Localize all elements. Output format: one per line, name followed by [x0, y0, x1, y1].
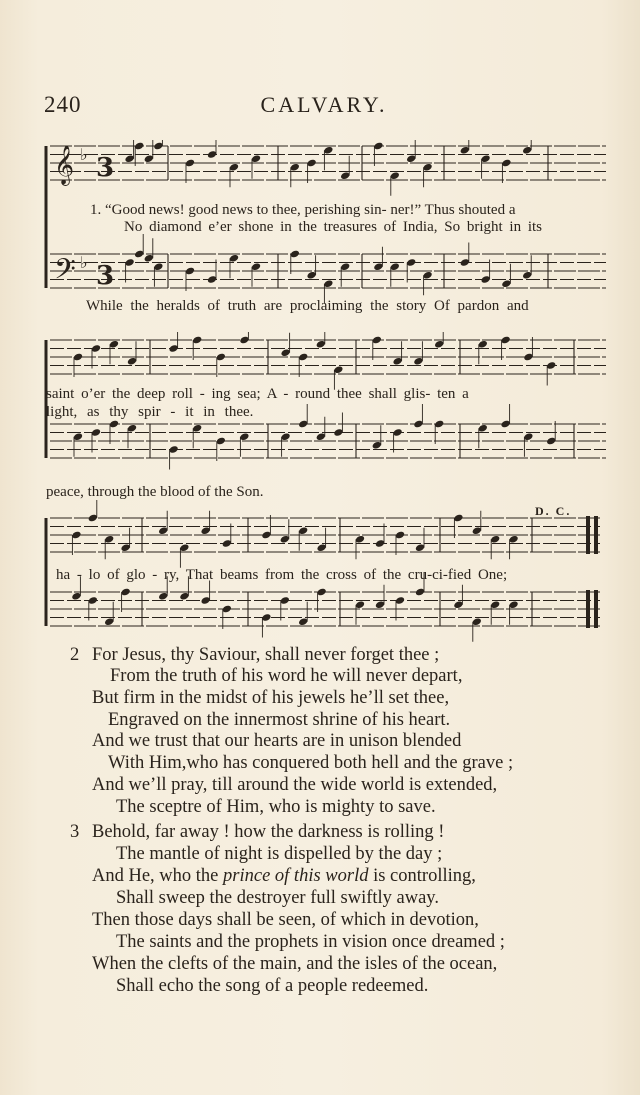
verse-line: Shall echo the song of a people redeemed. [116, 976, 429, 996]
verse-line: When the clefts of the main, and the isles of the ocean, [92, 954, 498, 974]
key-flat-icon: ♭ [80, 145, 88, 164]
final-bar-line [594, 590, 598, 628]
lyric-line: 1. “Good news! good news to thee, perishing sin- ner!” Thus shouted a [90, 202, 516, 218]
verse-line: Then those days shall be seen, of which in devotion, [92, 910, 479, 930]
staff [50, 140, 606, 196]
lyric-line: saint o’er the deep roll - ing sea; A - round thee shall glis- ten a [46, 386, 469, 402]
verse-line: Shall sweep the destroyer full swiftly away. [116, 888, 439, 908]
verse-line: With Him,who has conquered both hell and the grave ; [108, 753, 514, 773]
verse-line: For Jesus, thy Saviour, shall never forget thee ; [92, 645, 440, 665]
staff [50, 234, 606, 304]
verse-line: And we’ll pray, till around the wide world is extended, [92, 775, 498, 795]
italic-phrase: prince of this world [223, 866, 369, 886]
verse-number: 2 [70, 645, 80, 665]
lyric-line: light, as thy spir - it in thee. [46, 404, 254, 420]
lyric-line: ha - lo of glo - ry, That beams from the cross of the cru-ci-fied One; [56, 567, 508, 583]
verse-number: 3 [70, 822, 80, 842]
final-bar-line [586, 516, 590, 554]
music-system-2 [40, 332, 606, 512]
time-signature: 3 [96, 153, 115, 183]
staff [50, 500, 600, 568]
da-capo-mark: D. C. [535, 504, 572, 518]
final-bar-line [594, 516, 598, 554]
verse-line: Behold, far away ! how the darkness is rolling ! [92, 822, 445, 842]
verse-line: The mantle of night is dispelled by the day ; [116, 844, 443, 864]
verse-line: And we trust that our hearts are in unison blended [92, 731, 462, 751]
hymn-title: CALVARY. [260, 92, 388, 117]
verse-line: But firm in the midst of his jewels he’ll set thee, [92, 688, 450, 708]
verse-line: The sceptre of Him, who is mighty to save. [116, 797, 436, 817]
page-header [44, 92, 604, 122]
verse-line: Engraved on the innermost shrine of his heart. [108, 710, 451, 730]
verse-line: And He, who the prince of this world is controlling, [92, 866, 476, 886]
page-number: 240 [44, 92, 82, 117]
lyric-line: peace, through the blood of the Son. [46, 484, 264, 500]
staff [50, 332, 606, 390]
lyric-line: No diamond e’er shone in the treasures of India, So bright in its [124, 219, 543, 235]
music-system-3 [40, 500, 606, 645]
treble-clef-icon: 𝄞 [54, 145, 75, 185]
bass-clef-icon: 𝄢 [54, 253, 76, 293]
key-flat-icon: ♭ [80, 253, 88, 272]
final-bar-line [586, 590, 590, 628]
verse-line: From the truth of his word he will never depart, [110, 666, 463, 686]
music-system-1 [40, 140, 606, 320]
lyric-line: While the heralds of truth are proclaiming the story Of pardon and [86, 298, 529, 314]
verse-line: The saints and the prophets in vision once dreamed ; [116, 932, 505, 952]
time-signature: 3 [96, 261, 115, 291]
